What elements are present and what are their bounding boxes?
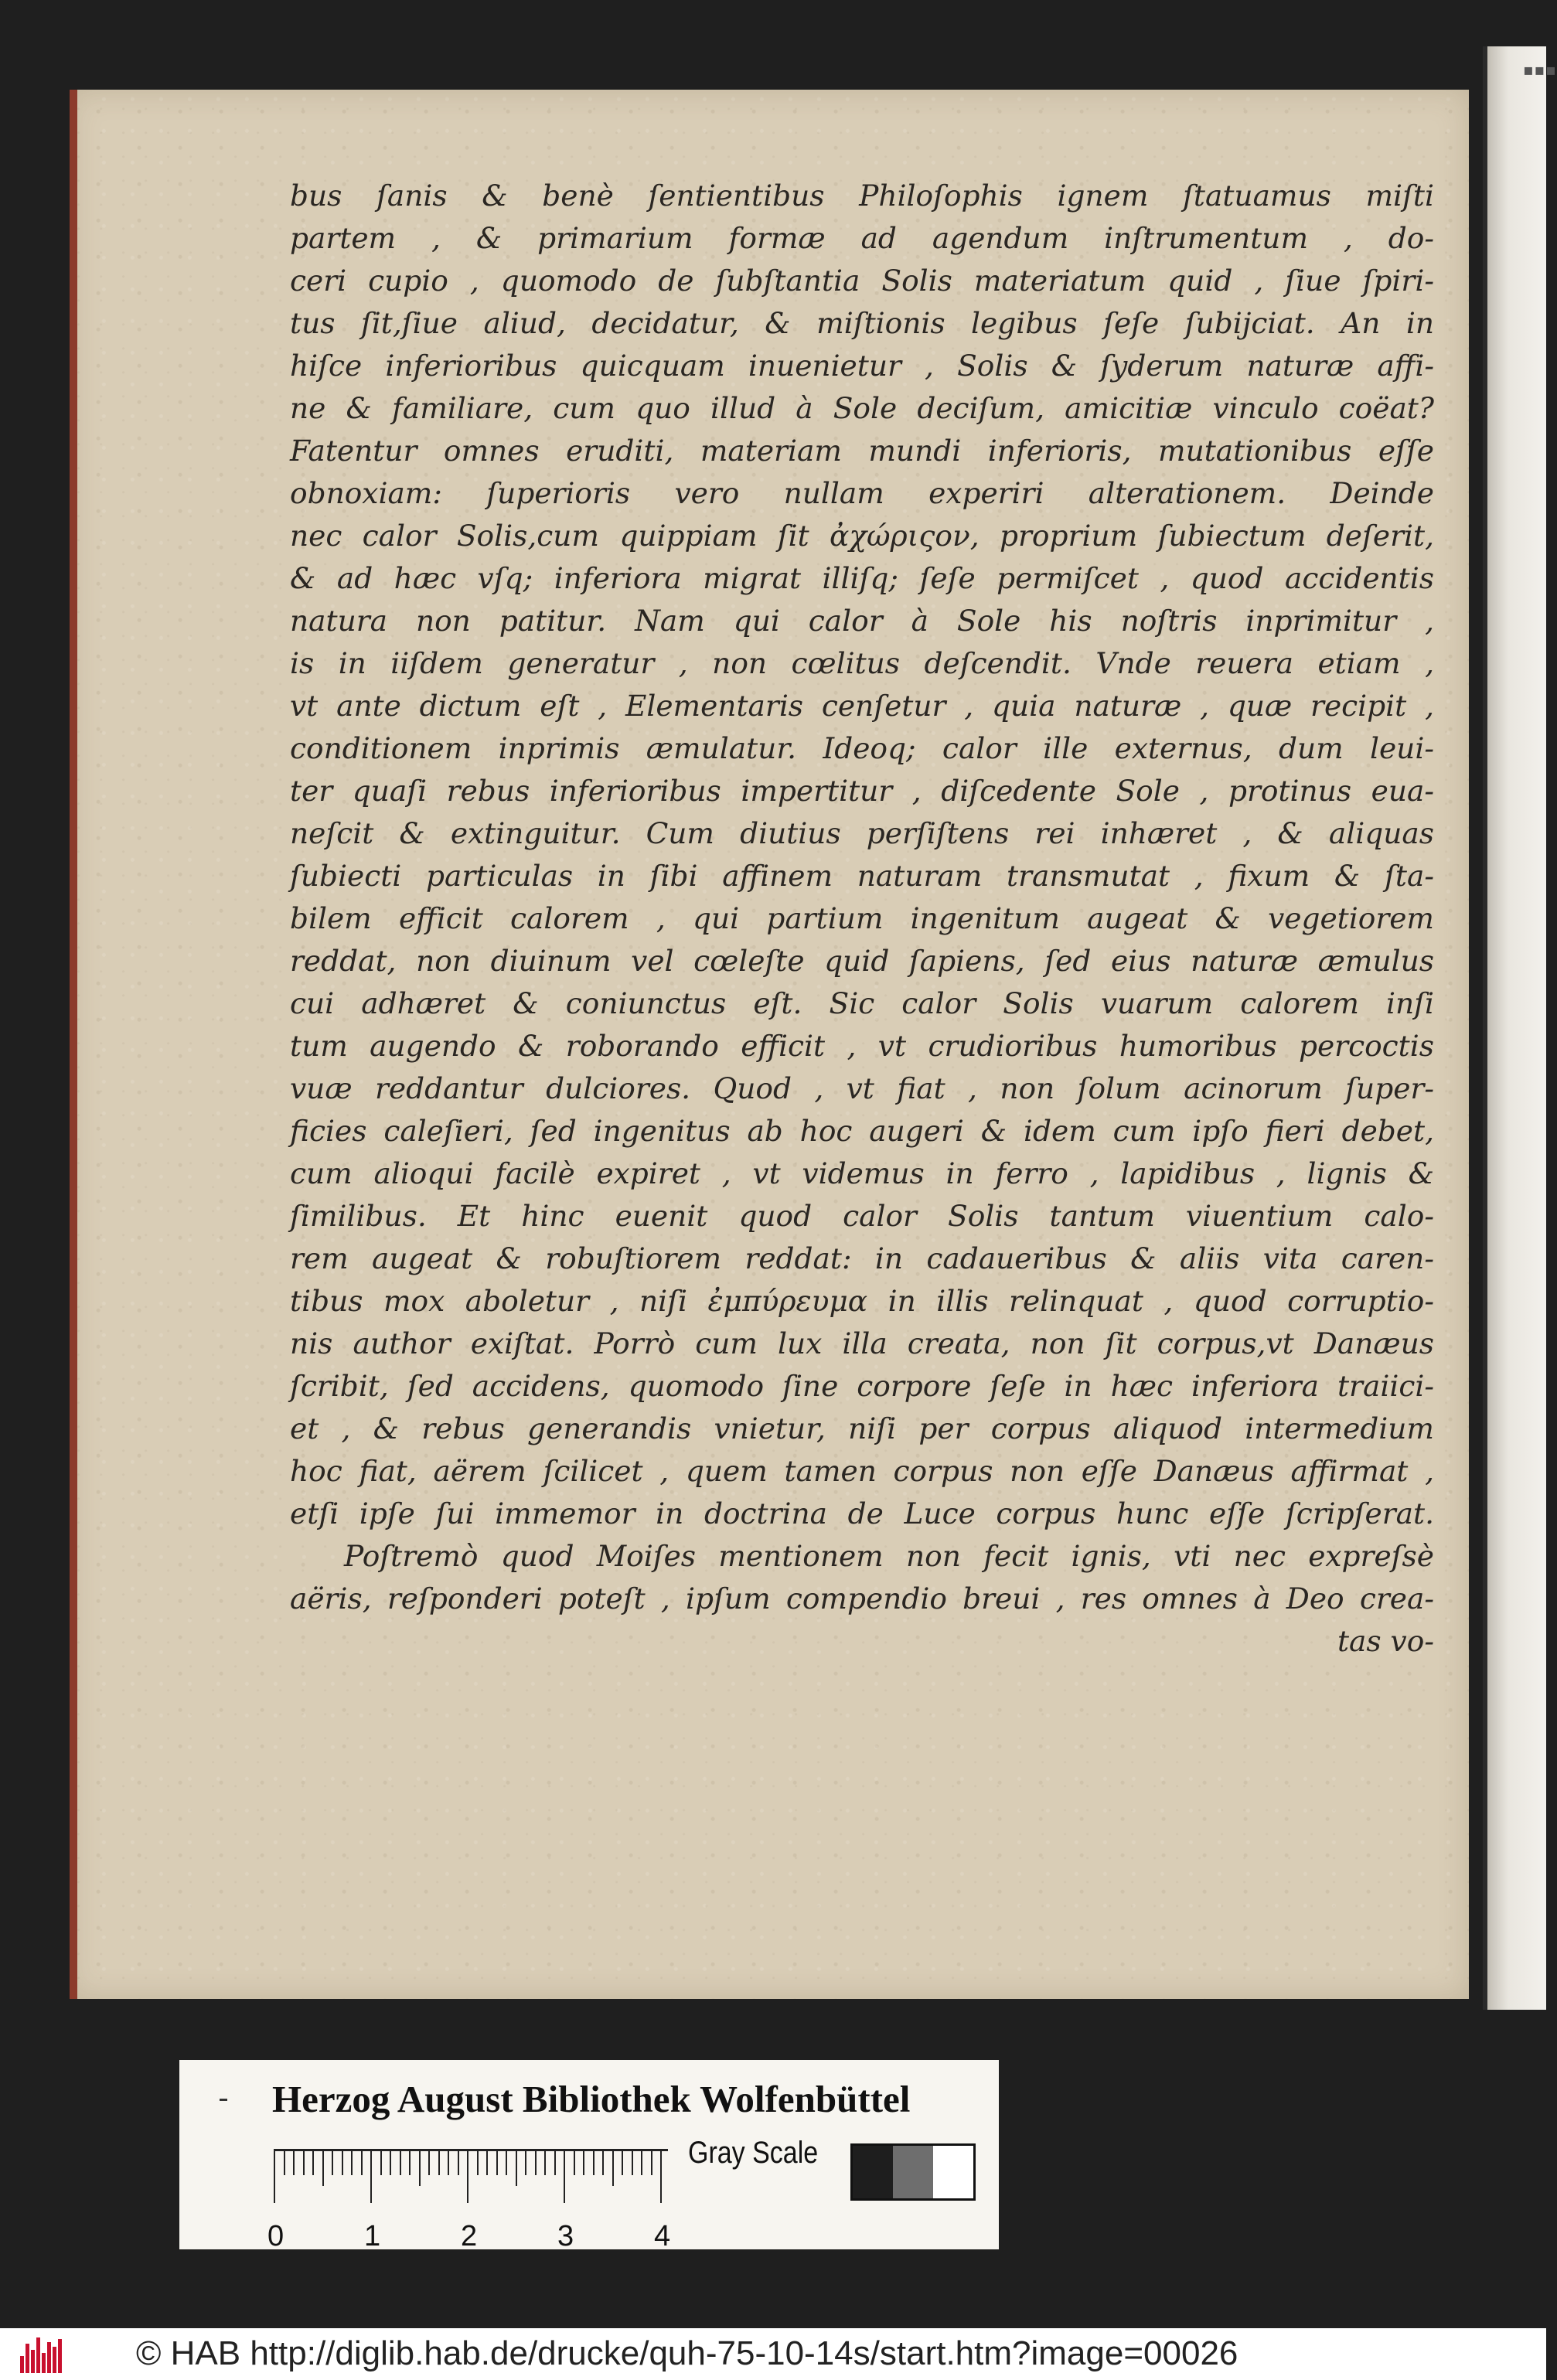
- text-line: hoc fiat, aërem ſcilicet , quem tamen corpus non eſſe Danæus affirmat ,: [290, 1454, 1434, 1488]
- ruler-number: 2: [461, 2220, 478, 2252]
- grayscale-swatch: [933, 2146, 973, 2198]
- ruler-tick: [370, 2149, 372, 2203]
- ruler-tick: [506, 2149, 507, 2175]
- ruler-tick: [390, 2149, 391, 2175]
- text-line: ſimilibus. Et hinc euenit quod calor Solis tantum viuentium calo-: [290, 1199, 1434, 1233]
- ruler-number: 0: [267, 2220, 284, 2252]
- book-page: [70, 90, 1469, 1999]
- text-line: conditionem inprimis æmulatur. Ideoq; calor ille externus, dum leui-: [290, 731, 1434, 765]
- ruler-tick: [632, 2149, 633, 2175]
- grayscale-swatches: [850, 2143, 976, 2201]
- page-text: [290, 175, 1434, 1663]
- gutter-shadow: [1483, 46, 1487, 2010]
- ruler-tick: [593, 2149, 595, 2175]
- ruler-number: 4: [654, 2220, 671, 2252]
- text-line: nis author exiſtat. Porrò cum lux illa creata, non ſit corpus,vt Danæus: [290, 1326, 1434, 1360]
- ruler-tick: [351, 2149, 353, 2175]
- text-line: Fatentur omnes eruditi, materiam mundi inferioris, mutationibus eſſe: [290, 434, 1434, 468]
- ruler-tick: [574, 2149, 575, 2175]
- text-line: ficies caleſieri, ſed ingenitus ab hoc augeri & idem cum ipſo fieri debet,: [290, 1114, 1434, 1148]
- text-line: tibus mox aboletur , niſi ἐμπύρευμα in illis relinquat , quod corruptio-: [290, 1284, 1434, 1318]
- ruler-number: 1: [364, 2220, 381, 2252]
- text-line: cum alioqui facilè expiret , vt videmus in ferro , lapidibus , lignis &: [290, 1156, 1434, 1190]
- text-line: etſi ipſe ſui immemor in doctrina de Luce corpus hunc eſſe ſcripſerat.: [290, 1496, 1434, 1530]
- ruler-tick: [651, 2149, 652, 2175]
- ruler-tick: [467, 2149, 468, 2203]
- binding-edge: [70, 90, 77, 1999]
- text-line: natura non patitur. Nam qui calor à Sole his noſtris inprimitur ,: [290, 604, 1434, 638]
- adjacent-page-edge: [1483, 46, 1557, 2010]
- logo-bar: [47, 2342, 51, 2373]
- ruler-tick: [293, 2149, 295, 2175]
- ruler-tick: [516, 2149, 517, 2186]
- ruler-tick: [612, 2149, 614, 2186]
- ruler-tick: [438, 2149, 440, 2175]
- logo-bar: [53, 2347, 56, 2373]
- text-line: rem augeat & robuſtiorem reddat: in cadaueribus & aliis vita caren-: [290, 1241, 1434, 1275]
- edge-mark: ▪▪▪: [1523, 60, 1557, 79]
- ruler-tick: [535, 2149, 537, 2175]
- text-line: tum augendo & roborando efficit , vt crudioribus humoribus percoctis: [290, 1029, 1434, 1063]
- grayscale-swatch: [893, 2146, 933, 2198]
- ruler-tick: [312, 2149, 314, 2175]
- text-line: is in iiſdem generatur , non cœlitus deſcendit. Vnde reuera etiam ,: [290, 646, 1434, 680]
- text-line: ſcribit, ſed accidens, quomodo ſine corpore ſeſe in hæc inferiora traiici-: [290, 1369, 1434, 1403]
- ruler-tick: [477, 2149, 479, 2175]
- text-line: vt ante dictum eſt , Elementaris cenſetur , quia naturæ , quæ recipit ,: [290, 689, 1434, 723]
- ruler-number: 3: [557, 2220, 574, 2252]
- grayscale-label: Gray Scale: [688, 2136, 819, 2170]
- ruler-tick: [622, 2149, 623, 2175]
- text-line: ſubiecti particulas in ſibi affinem naturam transmutat , fixum & ſta-: [290, 859, 1434, 893]
- catchword: tas vo-: [1337, 1624, 1434, 1658]
- ruler-tick: [525, 2149, 526, 2175]
- ruler-tick: [380, 2149, 382, 2175]
- text-line: aëris, reſponderi poteſt , ipſum compendio breui , res omnes à Deo crea-: [290, 1582, 1434, 1616]
- text-line: ter quaſi rebus inferioribus impertitur , diſcedente Sole , protinus eua-: [290, 774, 1434, 808]
- logo-bar: [20, 2356, 24, 2373]
- logo-bar: [31, 2350, 35, 2373]
- text-line: bus ſanis & benè ſentientibus Philoſophis ignem ſtatuamus miſti: [290, 179, 1434, 213]
- ruler-tick: [428, 2149, 430, 2175]
- text-line: partem , & primarium formæ ad agendum inſtrumentum , do-: [290, 221, 1434, 255]
- grayscale-swatch: [853, 2146, 893, 2198]
- ruler-tick: [583, 2149, 584, 2175]
- ruler-tick: [409, 2149, 411, 2175]
- ruler-tick: [564, 2149, 565, 2203]
- ruler-tick: [496, 2149, 498, 2175]
- card-mark: [220, 2099, 227, 2101]
- footer-credit[interactable]: © HAB http://diglib.hab.de/drucke/quh-75-10-14s/start.htm?image=00026: [136, 2334, 1238, 2372]
- text-line: ne & familiare, cum quo illud à Sole deciſum, amicitiæ vinculo coëat?: [290, 391, 1434, 425]
- ruler-tick: [554, 2149, 556, 2175]
- logo-bar: [26, 2344, 29, 2373]
- logo-bar: [42, 2353, 46, 2373]
- institution-name: Herzog August Bibliothek Wolfenbüttel: [272, 2078, 911, 2120]
- ruler-tick: [660, 2149, 662, 2203]
- ruler-tick: [322, 2149, 324, 2186]
- ruler-tick: [342, 2149, 343, 2175]
- footer-bar: [0, 2328, 1546, 2380]
- text-line: et , & rebus generandis vnietur, niſi per corpus aliquod intermedium: [290, 1411, 1434, 1445]
- ruler-tick: [361, 2149, 363, 2175]
- text-line: obnoxiam: ſuperioris vero nullam experiri alterationem. Deinde: [290, 476, 1434, 510]
- ruler-tick: [332, 2149, 333, 2175]
- ruler-tick: [448, 2149, 449, 2175]
- text-line: Poſtremò quod Moiſes mentionem non fecit ignis, vti nec expreſsè: [344, 1539, 1434, 1573]
- ruler-tick: [400, 2149, 401, 2175]
- ruler-tick: [486, 2149, 488, 2175]
- ruler-tick: [458, 2149, 459, 2175]
- text-line: vuæ reddantur dulciores. Quod , vt fiat , non ſolum acinorum ſuper-: [290, 1071, 1434, 1105]
- hab-logo-icon: [20, 2334, 66, 2373]
- text-line: & ad hæc vſq; inferiora migrat illiſq; ſeſe permiſcet , quod accidentis: [290, 561, 1434, 595]
- ruler-tick: [602, 2149, 604, 2175]
- calibration-card: [179, 2060, 999, 2252]
- text-line: hiſce inferioribus quicquam inuenietur , Solis & ſyderum naturæ affi-: [290, 349, 1434, 383]
- measurement-ruler: [267, 2149, 676, 2252]
- text-line: ceri cupio , quomodo de ſubſtantia Solis materiatum quid , ſiue ſpiri-: [290, 264, 1434, 298]
- logo-bar: [58, 2339, 62, 2373]
- ruler-tick: [274, 2149, 275, 2203]
- text-line: tus ſit,ſiue aliud, decidatur, & miſtionis legibus ſeſe ſubijciat. An in: [290, 306, 1434, 340]
- ruler-tick: [303, 2149, 305, 2175]
- ruler-tick: [641, 2149, 642, 2175]
- text-line: cui adhæret & coniunctus eſt. Sic calor Solis vuarum calorem inſi: [290, 986, 1434, 1020]
- text-line: nec calor Solis,cum quippiam ſit ἀχώριςον, proprium ſubiectum deſerit,: [290, 519, 1434, 553]
- logo-bar: [36, 2337, 40, 2373]
- ruler-tick: [284, 2149, 285, 2175]
- ruler-tick: [544, 2149, 546, 2175]
- text-line: neſcit & extinguitur. Cum diutius perſiſtens rei inhæret , & aliquas: [290, 816, 1434, 850]
- text-line: bilem efficit calorem , qui partium ingenitum augeat & vegetiorem: [290, 901, 1434, 935]
- ruler-tick: [419, 2149, 421, 2186]
- text-line: reddat, non diuinum vel cœleſte quid ſapiens, ſed eius naturæ æmulus: [290, 944, 1434, 978]
